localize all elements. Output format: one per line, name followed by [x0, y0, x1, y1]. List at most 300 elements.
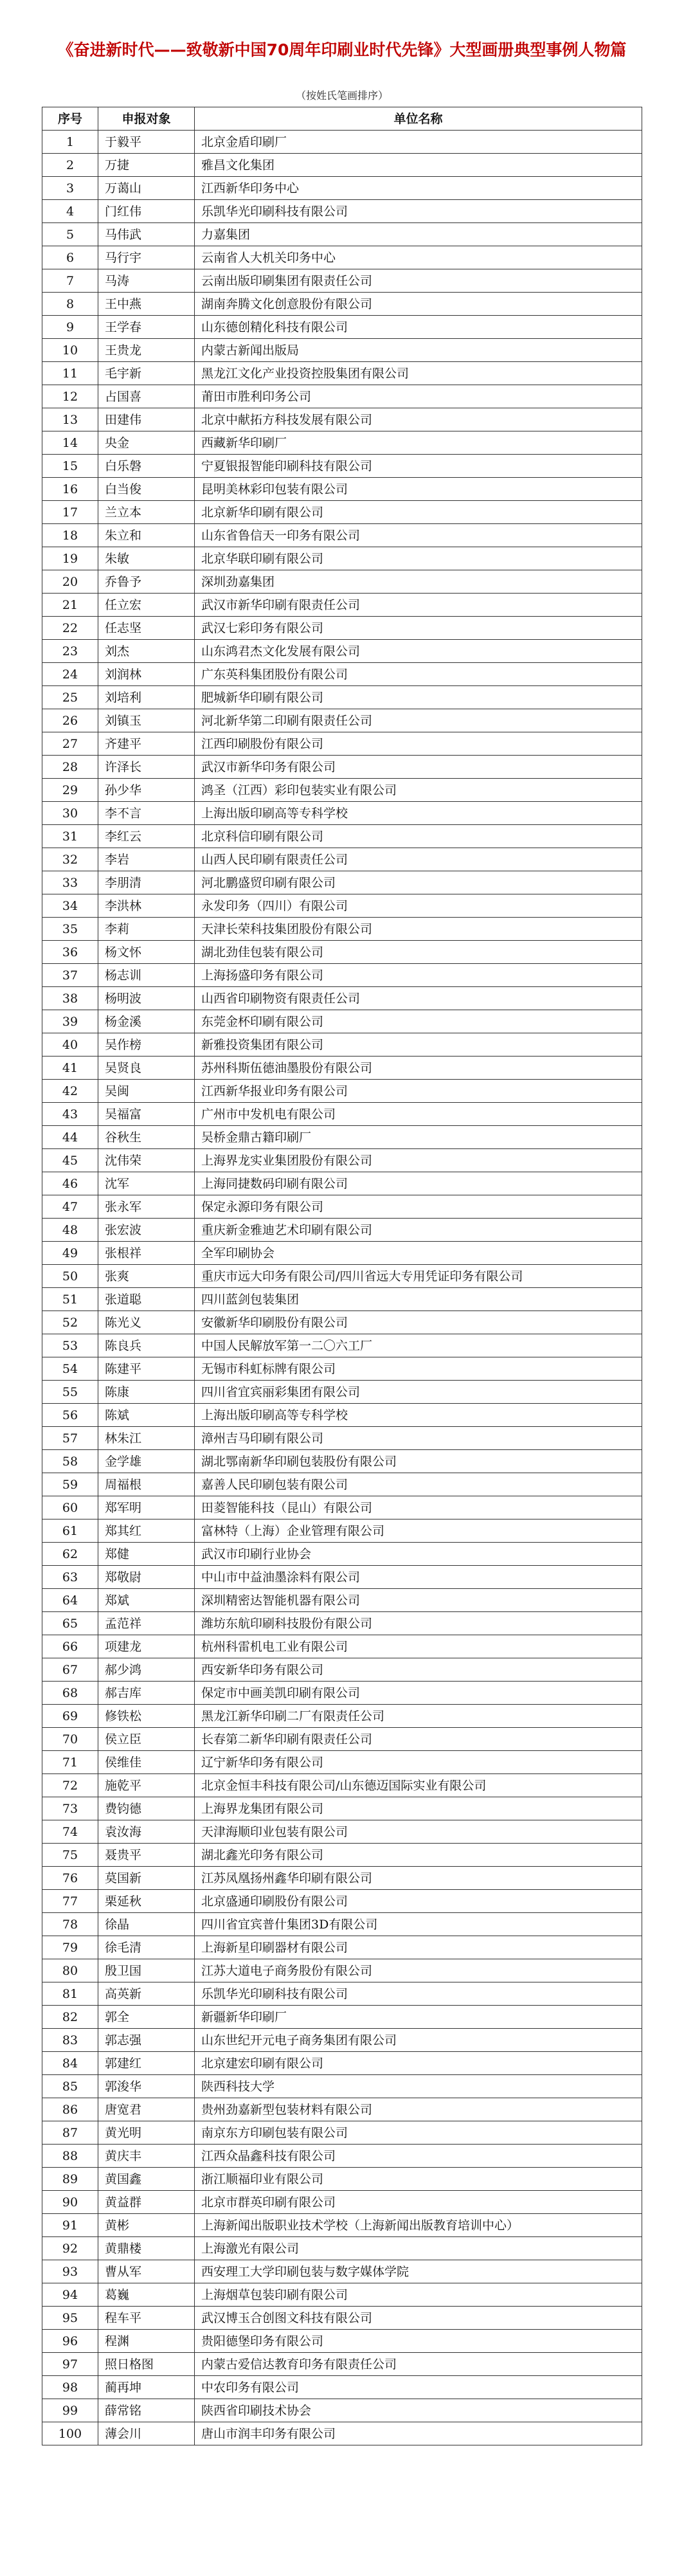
table-row: [42, 1496, 642, 1519]
row-nominee: 张爽: [98, 1265, 195, 1288]
row-nominee: 黄益群: [98, 2191, 195, 2214]
table-row: [42, 1867, 642, 1890]
row-unit: 江西新华报业印务有限公司: [195, 1080, 642, 1103]
table-row: [42, 941, 642, 964]
table-row: [42, 1589, 642, 1612]
row-serial: 66: [42, 1635, 98, 1658]
table-row: [42, 1265, 642, 1288]
row-serial: 27: [42, 732, 98, 756]
row-unit: 新疆新华印刷厂: [195, 2006, 642, 2029]
row-unit: 嘉善人民印刷包装有限公司: [195, 1473, 642, 1496]
table-row: [42, 177, 642, 200]
row-nominee: 陈康: [98, 1381, 195, 1404]
row-nominee: 刘杰: [98, 640, 195, 663]
table-row: [42, 2283, 642, 2307]
row-serial: 91: [42, 2214, 98, 2237]
row-nominee: 袁汝海: [98, 1820, 195, 1844]
table-row: [42, 1751, 642, 1774]
row-nominee: 郭浚华: [98, 2075, 195, 2098]
row-unit: 北京金恒丰科技有限公司/山东德迈国际实业有限公司: [195, 1774, 642, 1797]
table-row: [42, 1473, 642, 1496]
row-unit: 云南省人大机关印务中心: [195, 246, 642, 269]
table-row: [42, 2399, 642, 2422]
row-serial: 99: [42, 2399, 98, 2422]
row-unit: 安徽新华印刷股份有限公司: [195, 1311, 642, 1334]
row-nominee: 李不言: [98, 802, 195, 825]
row-serial: 38: [42, 987, 98, 1010]
row-serial: 24: [42, 663, 98, 686]
row-nominee: 白当俊: [98, 478, 195, 501]
row-unit: 唐山市润丰印务有限公司: [195, 2422, 642, 2445]
row-unit: 陕西科技大学: [195, 2075, 642, 2098]
row-nominee: 郑敬尉: [98, 1566, 195, 1589]
row-unit: 江西众晶鑫科技有限公司: [195, 2145, 642, 2168]
row-unit: 重庆新金雅迪艺术印刷有限公司: [195, 1219, 642, 1242]
row-serial: 78: [42, 1913, 98, 1936]
row-nominee: 郝吉库: [98, 1682, 195, 1705]
row-nominee: 马涛: [98, 269, 195, 293]
row-nominee: 薛常铭: [98, 2399, 195, 2422]
row-serial: 54: [42, 1357, 98, 1381]
row-serial: 43: [42, 1103, 98, 1126]
row-unit: 乐凯华光印刷科技有限公司: [195, 1982, 642, 2006]
row-serial: 84: [42, 2052, 98, 2075]
row-unit: 天津长荣科技集团股份有限公司: [195, 918, 642, 941]
row-unit: 武汉七彩印务有限公司: [195, 617, 642, 640]
row-serial: 55: [42, 1381, 98, 1404]
row-nominee: 程车平: [98, 2307, 195, 2330]
row-nominee: 占国喜: [98, 385, 195, 408]
row-serial: 58: [42, 1450, 98, 1473]
row-nominee: 侯维佳: [98, 1751, 195, 1774]
header-row: [42, 107, 642, 131]
table-row: [42, 2353, 642, 2376]
row-unit: 无锡市科虹标牌有限公司: [195, 1357, 642, 1381]
row-nominee: 栗延秋: [98, 1890, 195, 1913]
row-nominee: 施乾平: [98, 1774, 195, 1797]
row-serial: 71: [42, 1751, 98, 1774]
row-serial: 97: [42, 2353, 98, 2376]
table-row: [42, 431, 642, 455]
row-serial: 86: [42, 2098, 98, 2121]
row-nominee: 高英新: [98, 1982, 195, 2006]
table-row: [42, 154, 642, 177]
row-serial: 93: [42, 2260, 98, 2283]
row-unit: 广州市中发机电有限公司: [195, 1103, 642, 1126]
row-nominee: 乔鲁予: [98, 570, 195, 594]
row-unit: 上海新星印刷器材有限公司: [195, 1936, 642, 1959]
row-nominee: 郭全: [98, 2006, 195, 2029]
row-unit: 山东鸿君杰文化发展有限公司: [195, 640, 642, 663]
row-nominee: 孙少华: [98, 779, 195, 802]
row-serial: 64: [42, 1589, 98, 1612]
row-serial: 42: [42, 1080, 98, 1103]
row-unit: 北京市群英印刷有限公司: [195, 2191, 642, 2214]
row-serial: 75: [42, 1844, 98, 1867]
row-nominee: 万捷: [98, 154, 195, 177]
table-row: [42, 1844, 642, 1867]
table-row: [42, 1936, 642, 1959]
row-unit: 北京建宏印刷有限公司: [195, 2052, 642, 2075]
row-nominee: 许泽长: [98, 756, 195, 779]
row-serial: 81: [42, 1982, 98, 2006]
row-serial: 90: [42, 2191, 98, 2214]
row-serial: 52: [42, 1311, 98, 1334]
row-serial: 11: [42, 362, 98, 385]
table-row: [42, 918, 642, 941]
row-serial: 23: [42, 640, 98, 663]
table-row: [42, 2006, 642, 2029]
row-unit: 山东省鲁信天一印务有限公司: [195, 524, 642, 547]
table-row: [42, 2376, 642, 2399]
row-unit: 上海激光有限公司: [195, 2237, 642, 2260]
row-unit: 四川蓝剑包装集团: [195, 1288, 642, 1311]
row-unit: 中山市中益油墨涂料有限公司: [195, 1566, 642, 1589]
sort-note: （按姓氏笔画排序）: [295, 89, 388, 102]
row-nominee: 黄彬: [98, 2214, 195, 2237]
row-serial: 56: [42, 1404, 98, 1427]
row-serial: 20: [42, 570, 98, 594]
row-nominee: 杨文怀: [98, 941, 195, 964]
row-unit: 保定永源印务有限公司: [195, 1195, 642, 1219]
row-serial: 18: [42, 524, 98, 547]
table-row: [42, 293, 642, 316]
row-serial: 16: [42, 478, 98, 501]
row-serial: 50: [42, 1265, 98, 1288]
row-nominee: 徐晶: [98, 1913, 195, 1936]
row-serial: 80: [42, 1959, 98, 1982]
table-row: [42, 1450, 642, 1473]
row-nominee: 央金: [98, 431, 195, 455]
row-nominee: 李岩: [98, 848, 195, 871]
row-serial: 79: [42, 1936, 98, 1959]
row-nominee: 林朱江: [98, 1427, 195, 1450]
row-nominee: 陈斌: [98, 1404, 195, 1427]
row-serial: 47: [42, 1195, 98, 1219]
row-serial: 7: [42, 269, 98, 293]
row-nominee: 程渊: [98, 2330, 195, 2353]
row-nominee: 吴作榜: [98, 1033, 195, 1057]
row-unit: 北京中献拓方科技发展有限公司: [195, 408, 642, 431]
table-row: [42, 1635, 642, 1658]
header-nominee: 申报对象: [98, 107, 195, 131]
row-serial: 33: [42, 871, 98, 894]
row-unit: 西安理工大学印刷包装与数字媒体学院: [195, 2260, 642, 2283]
row-serial: 100: [42, 2422, 98, 2445]
row-nominee: 郑其红: [98, 1519, 195, 1543]
row-nominee: 孟范祥: [98, 1612, 195, 1635]
table-row: [42, 594, 642, 617]
table-row: [42, 524, 642, 547]
row-serial: 65: [42, 1612, 98, 1635]
row-nominee: 陈建平: [98, 1357, 195, 1381]
row-nominee: 沈伟荣: [98, 1149, 195, 1172]
table-row: [42, 987, 642, 1010]
row-unit: 四川省宜宾普什集团3D有限公司: [195, 1913, 642, 1936]
row-nominee: 郑健: [98, 1543, 195, 1566]
row-serial: 46: [42, 1172, 98, 1195]
table-row: [42, 2307, 642, 2330]
table-row: [42, 1334, 642, 1357]
row-nominee: 谷秋生: [98, 1126, 195, 1149]
table-body: [42, 131, 642, 2445]
row-unit: 北京华联印刷有限公司: [195, 547, 642, 570]
row-serial: 53: [42, 1334, 98, 1357]
table-row: [42, 1126, 642, 1149]
row-unit: 天津海顺印业包装有限公司: [195, 1820, 642, 1844]
table-row: [42, 1913, 642, 1936]
row-nominee: 项建龙: [98, 1635, 195, 1658]
row-serial: 9: [42, 316, 98, 339]
row-unit: 富林特（上海）企业管理有限公司: [195, 1519, 642, 1543]
row-nominee: 郭志强: [98, 2029, 195, 2052]
row-nominee: 李洪林: [98, 894, 195, 918]
table-row: [42, 2098, 642, 2121]
row-serial: 39: [42, 1010, 98, 1033]
row-serial: 44: [42, 1126, 98, 1149]
table-row: [42, 1728, 642, 1751]
row-serial: 6: [42, 246, 98, 269]
row-unit: 苏州科斯伍德油墨股份有限公司: [195, 1057, 642, 1080]
row-nominee: 刘润林: [98, 663, 195, 686]
row-unit: 江苏凤凰扬州鑫华印刷有限公司: [195, 1867, 642, 1890]
row-nominee: 徐毛清: [98, 1936, 195, 1959]
row-serial: 95: [42, 2307, 98, 2330]
row-serial: 15: [42, 455, 98, 478]
row-serial: 4: [42, 200, 98, 223]
table-row: [42, 547, 642, 570]
row-unit: 北京新华印刷有限公司: [195, 501, 642, 524]
table-row: [42, 269, 642, 293]
row-nominee: 杨明波: [98, 987, 195, 1010]
row-serial: 72: [42, 1774, 98, 1797]
row-serial: 37: [42, 964, 98, 987]
row-unit: 上海出版印刷高等专科学校: [195, 802, 642, 825]
row-serial: 82: [42, 2006, 98, 2029]
row-nominee: 曹从军: [98, 2260, 195, 2283]
table-row: [42, 2330, 642, 2353]
row-nominee: 蔺再坤: [98, 2376, 195, 2399]
table-row: [42, 1242, 642, 1265]
row-serial: 88: [42, 2145, 98, 2168]
row-nominee: 兰立本: [98, 501, 195, 524]
row-unit: 深圳劲嘉集团: [195, 570, 642, 594]
row-nominee: 唐宽君: [98, 2098, 195, 2121]
row-unit: 黑龙江文化产业投资控股集团有限公司: [195, 362, 642, 385]
row-serial: 17: [42, 501, 98, 524]
row-unit: 河北鹏盛贸印刷有限公司: [195, 871, 642, 894]
row-nominee: 吴贤良: [98, 1057, 195, 1080]
row-unit: 昆明美林彩印包装有限公司: [195, 478, 642, 501]
table-row: [42, 246, 642, 269]
row-serial: 92: [42, 2237, 98, 2260]
row-unit: 西藏新华印刷厂: [195, 431, 642, 455]
row-nominee: 侯立臣: [98, 1728, 195, 1751]
row-unit: 保定市中画美凯印刷有限公司: [195, 1682, 642, 1705]
row-nominee: 于毅平: [98, 131, 195, 154]
row-nominee: 张永军: [98, 1195, 195, 1219]
table-row: [42, 686, 642, 709]
table-row: [42, 1404, 642, 1427]
table-row: [42, 385, 642, 408]
row-unit: 北京科信印刷有限公司: [195, 825, 642, 848]
row-unit: 内蒙古新闻出版局: [195, 339, 642, 362]
row-serial: 76: [42, 1867, 98, 1890]
row-nominee: 毛宇新: [98, 362, 195, 385]
row-unit: 上海扬盛印务有限公司: [195, 964, 642, 987]
row-nominee: 李红云: [98, 825, 195, 848]
table-row: [42, 1149, 642, 1172]
row-serial: 36: [42, 941, 98, 964]
table-row: [42, 223, 642, 246]
row-nominee: 王学春: [98, 316, 195, 339]
table-row: [42, 1033, 642, 1057]
table-row: [42, 779, 642, 802]
row-unit: 鸿圣（江西）彩印包装实业有限公司: [195, 779, 642, 802]
table-row: [42, 894, 642, 918]
row-nominee: 朱敏: [98, 547, 195, 570]
table-row: [42, 1195, 642, 1219]
table-row: [42, 1057, 642, 1080]
table-row: [42, 1543, 642, 1566]
row-serial: 77: [42, 1890, 98, 1913]
row-serial: 96: [42, 2330, 98, 2353]
row-unit: 江苏大道电子商务股份有限公司: [195, 1959, 642, 1982]
table-row: [42, 663, 642, 686]
row-nominee: 葛巍: [98, 2283, 195, 2307]
table-row: [42, 1519, 642, 1543]
row-serial: 31: [42, 825, 98, 848]
row-unit: 江西新华印务中心: [195, 177, 642, 200]
row-unit: 田菱智能科技（昆山）有限公司: [195, 1496, 642, 1519]
row-serial: 68: [42, 1682, 98, 1705]
table-row: [42, 570, 642, 594]
row-unit: 武汉市新华印刷有限责任公司: [195, 594, 642, 617]
row-nominee: 任志坚: [98, 617, 195, 640]
row-nominee: 郑斌: [98, 1589, 195, 1612]
row-unit: 贵州劲嘉新型包装材料有限公司: [195, 2098, 642, 2121]
row-unit: 上海界龙实业集团股份有限公司: [195, 1149, 642, 1172]
table-row: [42, 362, 642, 385]
table-row: [42, 1381, 642, 1404]
row-unit: 乐凯华光印刷科技有限公司: [195, 200, 642, 223]
row-serial: 63: [42, 1566, 98, 1589]
row-nominee: 郝少鸿: [98, 1658, 195, 1682]
row-nominee: 聂贵平: [98, 1844, 195, 1867]
row-unit: 云南出版印刷集团有限责任公司: [195, 269, 642, 293]
table-row: [42, 1288, 642, 1311]
table-row: [42, 1774, 642, 1797]
row-serial: 67: [42, 1658, 98, 1682]
table-row: [42, 501, 642, 524]
row-serial: 51: [42, 1288, 98, 1311]
row-nominee: 薄会川: [98, 2422, 195, 2445]
row-nominee: 王中燕: [98, 293, 195, 316]
row-unit: 广东英科集团股份有限公司: [195, 663, 642, 686]
row-unit: 武汉博玉合创图文科技有限公司: [195, 2307, 642, 2330]
row-unit: 北京盛通印刷股份有限公司: [195, 1890, 642, 1913]
table-row: [42, 2052, 642, 2075]
row-serial: 34: [42, 894, 98, 918]
row-nominee: 田建伟: [98, 408, 195, 431]
table-row: [42, 732, 642, 756]
row-nominee: 金学雄: [98, 1450, 195, 1473]
row-nominee: 陈良兵: [98, 1334, 195, 1357]
row-serial: 12: [42, 385, 98, 408]
table-row: [42, 2422, 642, 2445]
row-unit: 吴桥金鼎古籍印刷厂: [195, 1126, 642, 1149]
table-row: [42, 640, 642, 663]
row-nominee: 郑军明: [98, 1496, 195, 1519]
row-nominee: 李朋清: [98, 871, 195, 894]
table-row: [42, 964, 642, 987]
row-serial: 21: [42, 594, 98, 617]
row-unit: 浙江顺福印业有限公司: [195, 2168, 642, 2191]
table-row: [42, 1080, 642, 1103]
row-serial: 22: [42, 617, 98, 640]
row-nominee: 殷卫国: [98, 1959, 195, 1982]
row-nominee: 李莉: [98, 918, 195, 941]
row-serial: 8: [42, 293, 98, 316]
row-unit: 力嘉集团: [195, 223, 642, 246]
row-nominee: 黄国鑫: [98, 2168, 195, 2191]
row-serial: 59: [42, 1473, 98, 1496]
row-unit: 肥城新华印刷有限公司: [195, 686, 642, 709]
row-serial: 40: [42, 1033, 98, 1057]
row-nominee: 黄光明: [98, 2121, 195, 2145]
row-unit: 宁夏银报智能印刷科技有限公司: [195, 455, 642, 478]
header-unit: 单位名称: [195, 107, 642, 131]
table-row: [42, 2075, 642, 2098]
row-unit: 永发印务（四川）有限公司: [195, 894, 642, 918]
table-row: [42, 1890, 642, 1913]
row-nominee: 修铁松: [98, 1705, 195, 1728]
row-serial: 19: [42, 547, 98, 570]
row-serial: 3: [42, 177, 98, 200]
row-unit: 南京东方印刷包装有限公司: [195, 2121, 642, 2145]
row-unit: 东莞金杯印刷有限公司: [195, 1010, 642, 1033]
row-unit: 北京金盾印刷厂: [195, 131, 642, 154]
row-serial: 5: [42, 223, 98, 246]
row-serial: 10: [42, 339, 98, 362]
table-row: [42, 871, 642, 894]
row-serial: 32: [42, 848, 98, 871]
row-nominee: 白乐磐: [98, 455, 195, 478]
row-unit: 武汉市新华印务有限公司: [195, 756, 642, 779]
row-serial: 14: [42, 431, 98, 455]
row-serial: 57: [42, 1427, 98, 1450]
row-unit: 河北新华第二印刷有限责任公司: [195, 709, 642, 732]
row-nominee: 张宏波: [98, 1219, 195, 1242]
table-row: [42, 1705, 642, 1728]
row-serial: 26: [42, 709, 98, 732]
table-row: [42, 408, 642, 431]
row-nominee: 郭建红: [98, 2052, 195, 2075]
row-nominee: 沈军: [98, 1172, 195, 1195]
table-row: [42, 455, 642, 478]
table-row: [42, 1427, 642, 1450]
row-unit: 内蒙古爱信达教育印务有限责任公司: [195, 2353, 642, 2376]
row-unit: 陕西省印刷技术协会: [195, 2399, 642, 2422]
row-nominee: 照日格图: [98, 2353, 195, 2376]
row-serial: 1: [42, 131, 98, 154]
row-nominee: 黄庆丰: [98, 2145, 195, 2168]
row-nominee: 王贵龙: [98, 339, 195, 362]
table-row: [42, 1010, 642, 1033]
row-unit: 湖北鑫光印务有限公司: [195, 1844, 642, 1867]
row-nominee: 刘镇玉: [98, 709, 195, 732]
row-unit: 山东德创精化科技有限公司: [195, 316, 642, 339]
